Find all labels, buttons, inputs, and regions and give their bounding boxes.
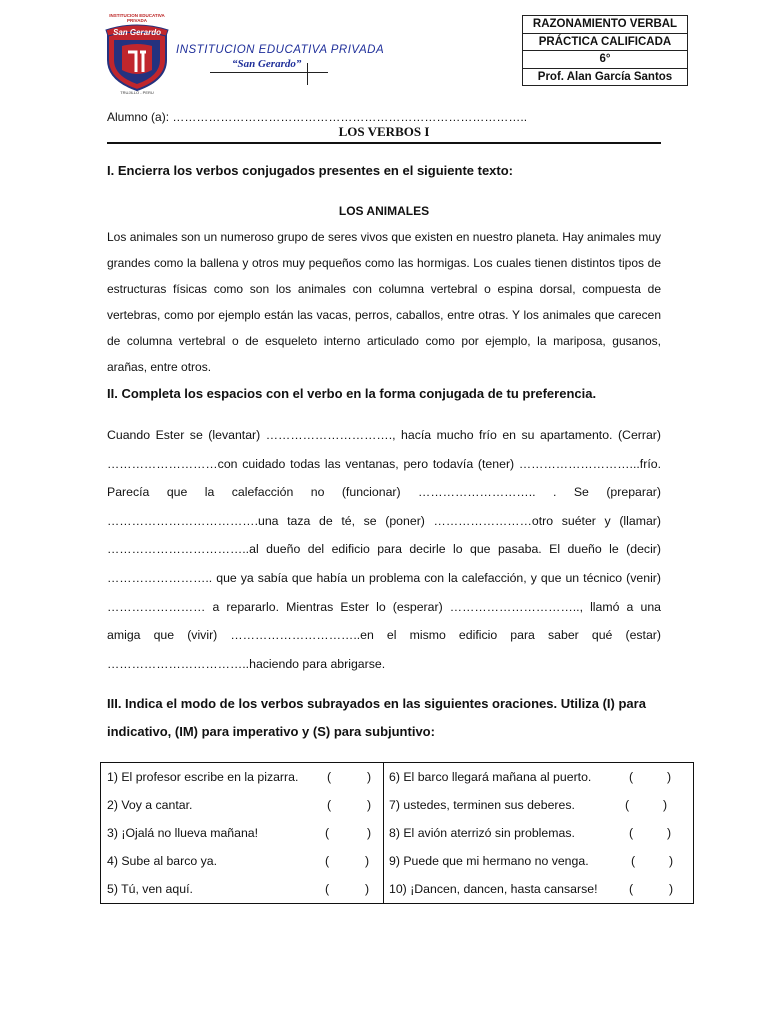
- institution-underline: [210, 72, 328, 73]
- logo-bottom-text: TRUJILLO - PERU: [120, 90, 154, 95]
- sentence-text: 2) Voy a cantar.: [107, 798, 193, 812]
- table-row: [383, 763, 693, 791]
- sentence-text: 3) ¡Ojalá no llueva mañana!: [107, 826, 259, 840]
- answer-open-paren[interactable]: (: [629, 882, 634, 896]
- answer-close-paren[interactable]: ): [669, 882, 674, 896]
- table-row: [383, 819, 693, 847]
- table-row: [383, 847, 693, 875]
- table-row: [101, 819, 383, 847]
- institution-name: “San Gerardo”: [232, 58, 302, 70]
- answer-open-paren[interactable]: (: [625, 798, 630, 812]
- section-2-text: Cuando Ester se (levantar) …………………………., hacía mucho frío en su apartamento. (Cerrar) ………………………con cuidado todas las ventanas, pero todavía (tener) ………………………...frío. Parecía que la calefacción no (funcionar) ……………………….. . Se (preparar) ……………………………….una taza de té, se (poner) ……………………otro suéter y (llamar) ……………………………..al dueño del edificio para decirle lo que pasaba. El dueño le (decir) …………………….. que ya sabía que había un problema con la calefacción, y que un técnico (venir) …………………… a repararlo. Mientras Ester lo (esperar) ………………………….., llamó a una amiga que (vivir) …………………………..en el mismo edificio para saber qué (estar) ……………………………..haciendo para abrigarse.: [107, 428, 661, 671]
- answer-close-paren[interactable]: ): [667, 770, 672, 784]
- table-row: [383, 791, 693, 819]
- grade-level: 6°: [523, 51, 687, 69]
- answer-open-paren[interactable]: (: [629, 826, 634, 840]
- answer-close-paren[interactable]: ): [367, 798, 372, 812]
- table-right-column: [383, 763, 693, 903]
- answer-open-paren[interactable]: (: [327, 798, 332, 812]
- answer-close-paren[interactable]: ): [669, 854, 674, 868]
- table-row: [101, 847, 383, 875]
- sentence-text: 1) El profesor escribe en la pizarra.: [107, 770, 299, 784]
- logo-top-text: INSTITUCION EDUCATIVA PRIVADA: [109, 13, 165, 23]
- table-row: [101, 791, 383, 819]
- section-1-text: Los animales son un numeroso grupo de seres vivos que existen en nuestro planeta. Hay animales muy grandes como la ballena y otros muy pequeños como las hormigas. Los cuales tienen distintos tipos de estructuras físicas como son los animales con columna vertebral o espina dorsal, compuesta de vertebras, como por ejemplo están las vacas, perros, caballos, entre otras. Y los animales que carecen de columna vertebral o de esqueleto interno articulado como por ejemplo, la mariposa, gusanos, arañas, entre otros.: [107, 230, 661, 374]
- student-name-line: Alumno (a): ……………………………………………………………………………..: [107, 110, 528, 124]
- table-row: [101, 763, 383, 791]
- section-2-heading: II. Completa los espacios con el verbo en la forma conjugada de tu preferencia.: [107, 386, 597, 401]
- answer-open-paren[interactable]: (: [631, 854, 636, 868]
- table-row: [383, 875, 693, 903]
- table-row: [101, 875, 383, 903]
- logo-name: San Gerardo: [112, 28, 161, 37]
- teacher-name: Prof. Alan García Santos: [537, 70, 673, 83]
- answer-close-paren[interactable]: ): [667, 826, 672, 840]
- course-subject: RAZONAMIENTO VERBAL: [523, 16, 687, 34]
- course-info-box: [522, 15, 688, 86]
- sentence-text: 6) El barco llegará mañana al puerto.: [389, 770, 592, 784]
- answer-open-paren[interactable]: (: [325, 854, 330, 868]
- answer-open-paren[interactable]: (: [629, 770, 634, 784]
- answer-close-paren[interactable]: ): [365, 882, 370, 896]
- section-1-subtitle: LOS ANIMALES: [338, 204, 430, 218]
- sentence-text: 10) ¡Dancen, dancen, hasta cansarse!: [389, 882, 598, 896]
- answer-open-paren[interactable]: (: [327, 770, 332, 784]
- answer-close-paren[interactable]: ): [367, 826, 372, 840]
- sentence-text: 5) Tú, ven aquí.: [107, 882, 193, 896]
- answer-open-paren[interactable]: (: [325, 826, 330, 840]
- section-1-heading: I. Encierra los verbos conjugados presentes en el siguiente texto:: [107, 163, 514, 178]
- institution-title: INSTITUCION EDUCATIVA PRIVADA: [176, 44, 385, 56]
- section-3-heading: III. Indica el modo de los verbos subrayados en las siguientes oraciones. Utiliza (I) para indicativo, (IM) para imperativo y (S) para subjuntivo:: [107, 696, 646, 739]
- answer-close-paren[interactable]: ): [663, 798, 668, 812]
- sentence-text: 7) ustedes, terminen sus deberes.: [389, 798, 575, 812]
- answer-close-paren[interactable]: ): [367, 770, 372, 784]
- institution-cross-mark: [307, 63, 308, 85]
- page-title: LOS VERBOS I: [338, 124, 430, 139]
- sentence-text: 4) Sube al barco ya.: [107, 854, 218, 868]
- title-rule: [107, 142, 661, 144]
- answer-open-paren[interactable]: (: [325, 882, 330, 896]
- verb-mode-table: [100, 762, 694, 904]
- table-left-column: [101, 763, 384, 903]
- sentence-text: 8) El avión aterrizó sin problemas.: [389, 826, 575, 840]
- practice-type: PRÁCTICA CALIFICADA: [523, 34, 687, 52]
- answer-close-paren[interactable]: ): [365, 854, 370, 868]
- sentence-text: 9) Puede que mi hermano no venga.: [389, 854, 589, 868]
